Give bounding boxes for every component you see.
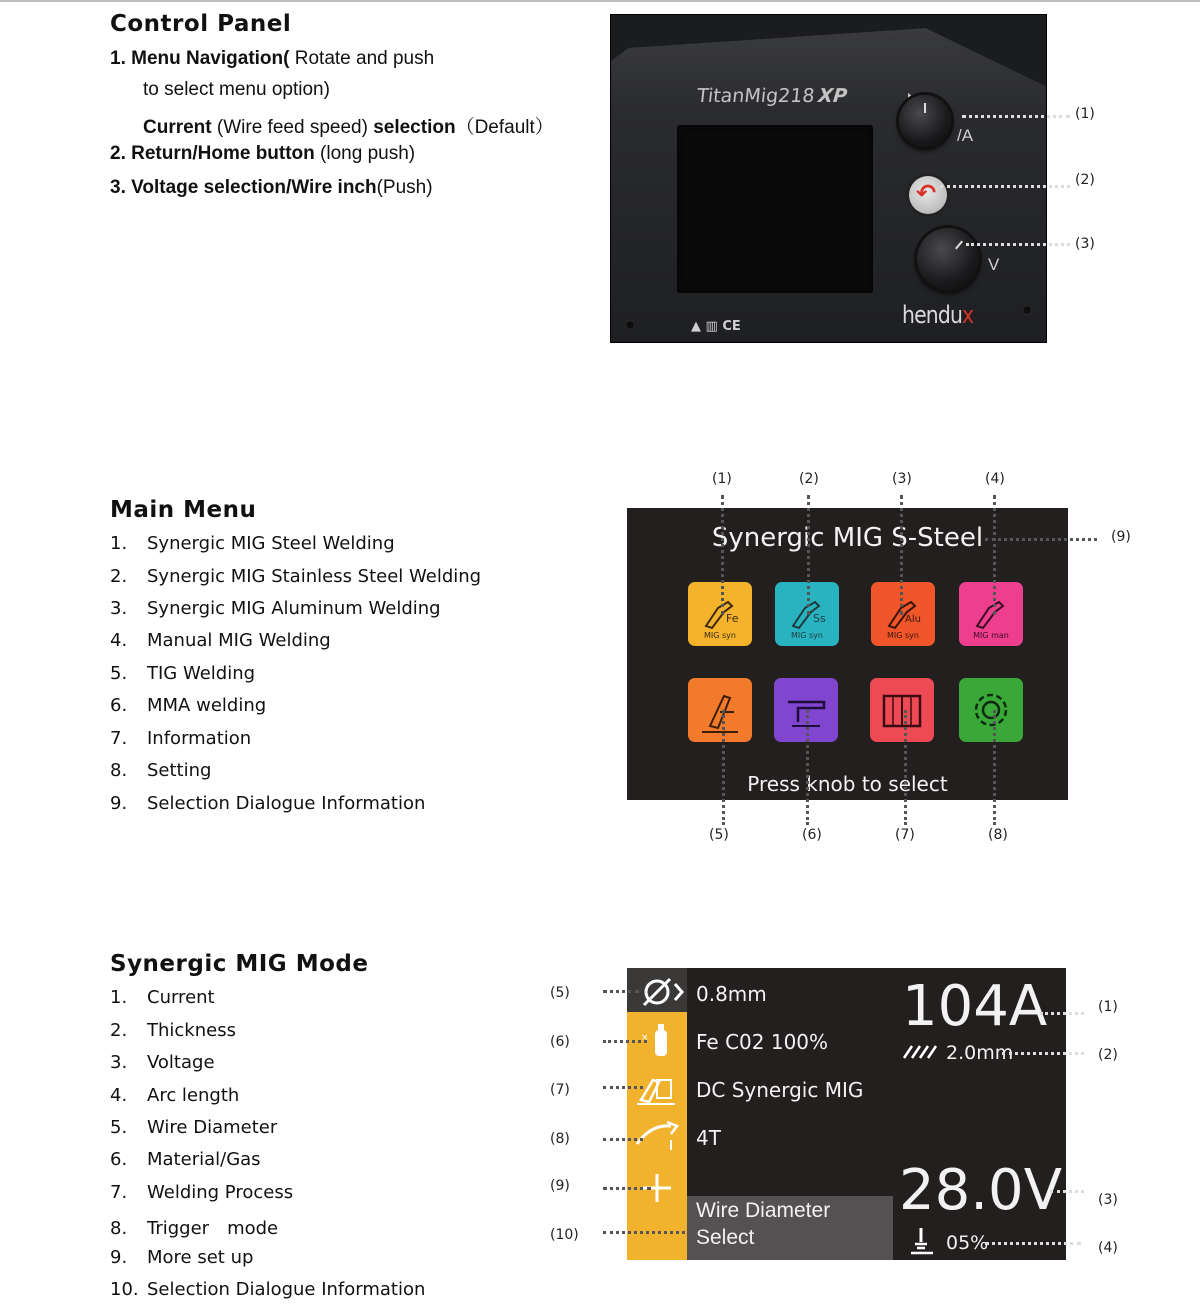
list-item: 1. Current <box>110 987 215 1008</box>
trigger-mode-value: 4T <box>696 1126 721 1150</box>
callout-line-1 <box>721 495 724 615</box>
return-home-button[interactable] <box>909 176 947 214</box>
list-item: 4. Arc length <box>110 1085 240 1106</box>
callout-line-9 <box>603 1187 651 1190</box>
menu-navigation-knob[interactable] <box>899 95 951 147</box>
tile-tig[interactable] <box>688 678 752 742</box>
callout-label: (8) <box>988 827 1008 843</box>
thickness-icon <box>902 1044 940 1060</box>
amp-label: /A <box>957 126 974 145</box>
callout-label: (2) <box>799 471 819 487</box>
callout-line-5 <box>722 710 725 825</box>
list-item: 8. Setting <box>110 760 212 781</box>
control-item-1 <box>110 48 434 70</box>
main-menu-screen <box>627 508 1068 800</box>
control-panel-photo <box>610 14 1047 343</box>
callout-label: (4) <box>985 471 1005 487</box>
list-item: 8. Trigger mode <box>110 1218 279 1239</box>
list-item: 2. Synergic MIG Stainless Steel Welding <box>110 566 482 587</box>
screw <box>625 320 635 330</box>
thickness-value: 2.0mm <box>946 1042 1014 1064</box>
callout-line-7 <box>904 710 907 825</box>
list-item: 2. Thickness <box>110 1020 236 1041</box>
tile-synergic-aluminum[interactable] <box>871 582 935 646</box>
callout-label: (3) <box>892 471 912 487</box>
callout-line-7 <box>603 1086 643 1089</box>
tile-setting[interactable] <box>959 678 1023 742</box>
list-item: 9. Selection Dialogue Information <box>110 793 426 814</box>
control-panel-heading: Control Panel <box>110 11 292 37</box>
tile-caption: MIG syn <box>704 631 736 640</box>
callout-line-8 <box>603 1138 643 1141</box>
book-icon <box>870 678 934 742</box>
maker-logo: hendux <box>902 301 974 329</box>
tig-torch-icon <box>688 678 752 742</box>
list-item: 10. Selection Dialogue Information <box>110 1279 426 1300</box>
current-value: 104A <box>902 974 1048 1039</box>
control-item-1-bold: 1. Menu Navigation( <box>110 48 290 69</box>
callout-line-4 <box>985 1242 1081 1245</box>
list-item: 7. Information <box>110 728 252 749</box>
callout-label: (2) <box>1075 172 1095 188</box>
tile-symbol: Fe <box>726 612 739 625</box>
callout-line-2 <box>940 185 1070 188</box>
callout-label: (6) <box>802 827 822 843</box>
welding-process-value: DC Synergic MIG <box>696 1078 864 1102</box>
list-item: 6. MMA welding <box>110 695 267 716</box>
synergic-mode-screen <box>627 968 1066 1260</box>
callout-label: (3) <box>1075 236 1095 252</box>
callout-line-3 <box>1050 1190 1084 1193</box>
callout-label: (9) <box>550 1178 570 1194</box>
callout-line-8 <box>993 710 996 825</box>
tile-symbol: Alu <box>905 614 921 625</box>
callout-label: (9) <box>1111 529 1131 545</box>
dialog-line-2: Select <box>696 1226 755 1249</box>
list-item: 7. Welding Process <box>110 1182 294 1203</box>
callout-label: (1) <box>1075 106 1095 122</box>
callout-label: (7) <box>895 827 915 843</box>
arc-length-icon <box>907 1226 937 1256</box>
svg-text:×: × <box>641 1033 649 1043</box>
callout-label: (4) <box>1098 1240 1118 1256</box>
material-gas-value: Fe C02 100% <box>696 1030 829 1054</box>
callout-line-10 <box>603 1231 703 1234</box>
callout-line-3 <box>900 495 903 615</box>
list-item: 5. TIG Welding <box>110 663 256 684</box>
list-item: 3. Synergic MIG Aluminum Welding <box>110 598 441 619</box>
callout-line-6 <box>806 710 809 825</box>
panel-lcd <box>677 125 873 293</box>
callout-line-1 <box>1040 1012 1084 1015</box>
main-menu-heading: Main Menu <box>110 497 257 523</box>
list-item: 4. Manual MIG Welding <box>110 630 331 651</box>
tile-synergic-steel[interactable] <box>688 582 752 646</box>
tile-caption: MIG syn <box>887 631 919 640</box>
callout-line-2 <box>807 495 810 615</box>
screen-footer: Press knob to select <box>747 772 948 796</box>
return-arrow-icon: ↶ <box>916 179 937 207</box>
gear-icon <box>959 678 1023 742</box>
tile-caption: MIG man <box>973 631 1009 640</box>
list-item: 3. Voltage <box>110 1052 215 1073</box>
control-item-1-cont: to select menu option) <box>143 79 330 100</box>
callout-label: (2) <box>1098 1047 1118 1063</box>
voltage-knob[interactable] <box>917 228 979 290</box>
control-item-3: 3. Voltage selection/Wire inch(Push) <box>110 177 433 198</box>
voltage-value: 28.0V <box>899 1158 1062 1223</box>
callout-label: (5) <box>709 827 729 843</box>
volt-label: V <box>988 255 1000 274</box>
callout-line-3 <box>966 243 1070 246</box>
callout-label: (1) <box>712 471 732 487</box>
callout-label: (8) <box>550 1131 570 1147</box>
screw <box>1022 305 1032 315</box>
panel-brand: TitanMig218XP <box>695 85 849 107</box>
list-item: 9. More set up <box>110 1247 254 1268</box>
callout-line-9 <box>985 538 1097 541</box>
callout-label: (6) <box>550 1034 570 1050</box>
tile-caption: MIG syn <box>791 631 823 640</box>
callout-label: (7) <box>550 1082 570 1098</box>
control-item-1-rest: Rotate and push <box>289 48 435 69</box>
tile-information[interactable] <box>870 678 934 742</box>
callout-line-6 <box>603 1040 647 1043</box>
callout-label: (10) <box>550 1227 579 1243</box>
top-divider <box>0 0 1200 2</box>
arc-length-value: 05% <box>946 1232 989 1254</box>
list-item: 1. Synergic MIG Steel Welding <box>110 533 395 554</box>
callout-line-5 <box>603 990 639 993</box>
selection-dialog <box>687 1196 893 1260</box>
list-item: 5. Wire Diameter <box>110 1117 278 1138</box>
callout-line-1 <box>962 115 1070 118</box>
callout-label: (5) <box>550 985 570 1001</box>
callout-label: (1) <box>1098 999 1118 1015</box>
callout-line-4 <box>993 495 996 615</box>
tile-symbol: Ss <box>813 612 826 625</box>
list-item: 6. Material/Gas <box>110 1149 261 1170</box>
wire-diameter-value: 0.8mm <box>696 982 767 1006</box>
dialog-line-1: Wire Diameter <box>696 1199 831 1222</box>
screen-title: Synergic MIG S-Steel <box>711 523 984 553</box>
synergic-mode-heading: Synergic MIG Mode <box>110 951 369 977</box>
control-item-1-default: Current (Wire feed speed) selection（Default） <box>143 117 554 138</box>
certification-marks: ▲ ▥ CE <box>691 319 741 334</box>
callout-label: (3) <box>1098 1192 1118 1208</box>
callout-line-2 <box>1002 1052 1084 1055</box>
trigger-torch-icon[interactable] <box>627 1114 687 1158</box>
tile-manual-mig[interactable] <box>959 582 1023 646</box>
control-item-2: 2. Return/Home button (long push) <box>110 143 416 164</box>
